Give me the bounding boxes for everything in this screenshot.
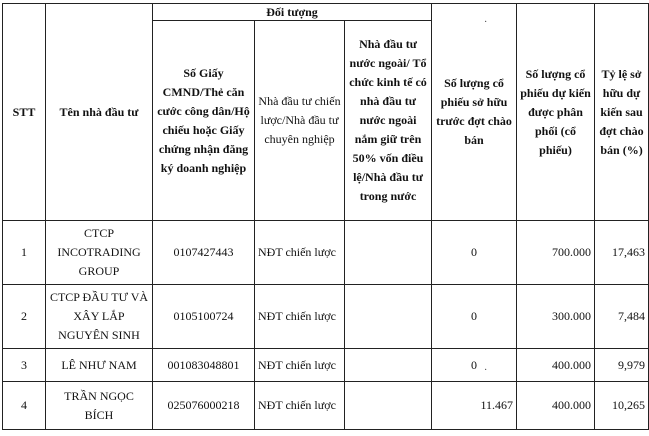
cell-stt: 4 [3, 382, 46, 430]
cell-foreign [345, 285, 432, 349]
cell-investor-name: CTCP INCOTRADING GROUP [46, 221, 153, 285]
cell-shares-expected: 300.000 [517, 285, 595, 349]
cell-shares-expected: 400.000 [517, 382, 595, 430]
col-header-shares-expected: Số lượng cổ phiếu dự kiến được phân phối (cổ phiếu) [517, 4, 595, 221]
cell-shares-before: 11.467 [432, 382, 517, 430]
cell-id-number: 001083048801 [153, 349, 255, 382]
cell-shares-before: 0 [432, 221, 517, 285]
cell-ratio-after: 17,463 [595, 221, 649, 285]
cell-investor-name: CTCP ĐẦU TƯ VÀ XÂY LẮP NGUYÊN SINH [46, 285, 153, 349]
cell-shares-before: 0 [432, 349, 517, 382]
table-row [3, 285, 649, 349]
cell-shares-expected: 700.000 [517, 221, 595, 285]
cell-foreign [345, 221, 432, 285]
cell-stt: 1 [3, 221, 46, 285]
cell-investor-name: LÊ NHƯ NAM [46, 349, 153, 382]
col-header-shares-before: Số lượng cổ phiếu sở hữu trước đợt chào bán [432, 4, 517, 221]
scan-speck: · [484, 365, 488, 376]
cell-shares-before: 0 [432, 285, 517, 349]
cell-id-number: 025076000218 [153, 382, 255, 430]
col-header-ratio-after: Tỷ lệ sở hữu dự kiến sau đợt chào bán (%) [595, 4, 649, 221]
col-header-stt: STT [3, 4, 46, 221]
cell-foreign [345, 382, 432, 430]
col-header-foreign: Nhà đầu tư nước ngoài/ Tổ chức kinh tế có nhà đầu tư nước ngoài nắm giữ trên 50% vốn điều lệ/Nhà đầu tư trong nước [345, 21, 432, 221]
cell-investor-name: TRẦN NGỌC BÍCH [46, 382, 153, 430]
cell-foreign [345, 349, 432, 382]
investor-table [2, 3, 649, 430]
table-row [3, 221, 649, 285]
col-header-strategic: Nhà đầu tư chiến lược/Nhà đầu tư chuyên nghiệp [255, 21, 345, 221]
cell-investor-type: NĐT chiến lược [255, 285, 345, 349]
header-row-top [3, 4, 649, 21]
col-header-id-number: Số Giấy CMND/Thẻ căn cước công dân/Hộ chiếu hoặc Giấy chứng nhận đăng ký doanh nghiệp [153, 21, 255, 221]
cell-ratio-after: 10,265 [595, 382, 649, 430]
group-header-object: Đối tượng [153, 4, 432, 21]
cell-stt: 3 [3, 349, 46, 382]
cell-shares-expected: 400.000 [517, 349, 595, 382]
cell-ratio-after: 9,979 [595, 349, 649, 382]
table-row [3, 382, 649, 430]
scan-speck: · [484, 17, 488, 28]
cell-investor-type: NĐT chiến lược [255, 221, 345, 285]
table-row [3, 349, 649, 382]
col-header-investor-name: Tên nhà đầu tư [46, 4, 153, 221]
cell-stt: 2 [3, 285, 46, 349]
cell-id-number: 0105100724 [153, 285, 255, 349]
cell-ratio-after: 7,484 [595, 285, 649, 349]
cell-investor-type: NĐT chiến lược [255, 349, 345, 382]
cell-investor-type: NĐT chiến lược [255, 382, 345, 430]
cell-id-number: 0107427443 [153, 221, 255, 285]
